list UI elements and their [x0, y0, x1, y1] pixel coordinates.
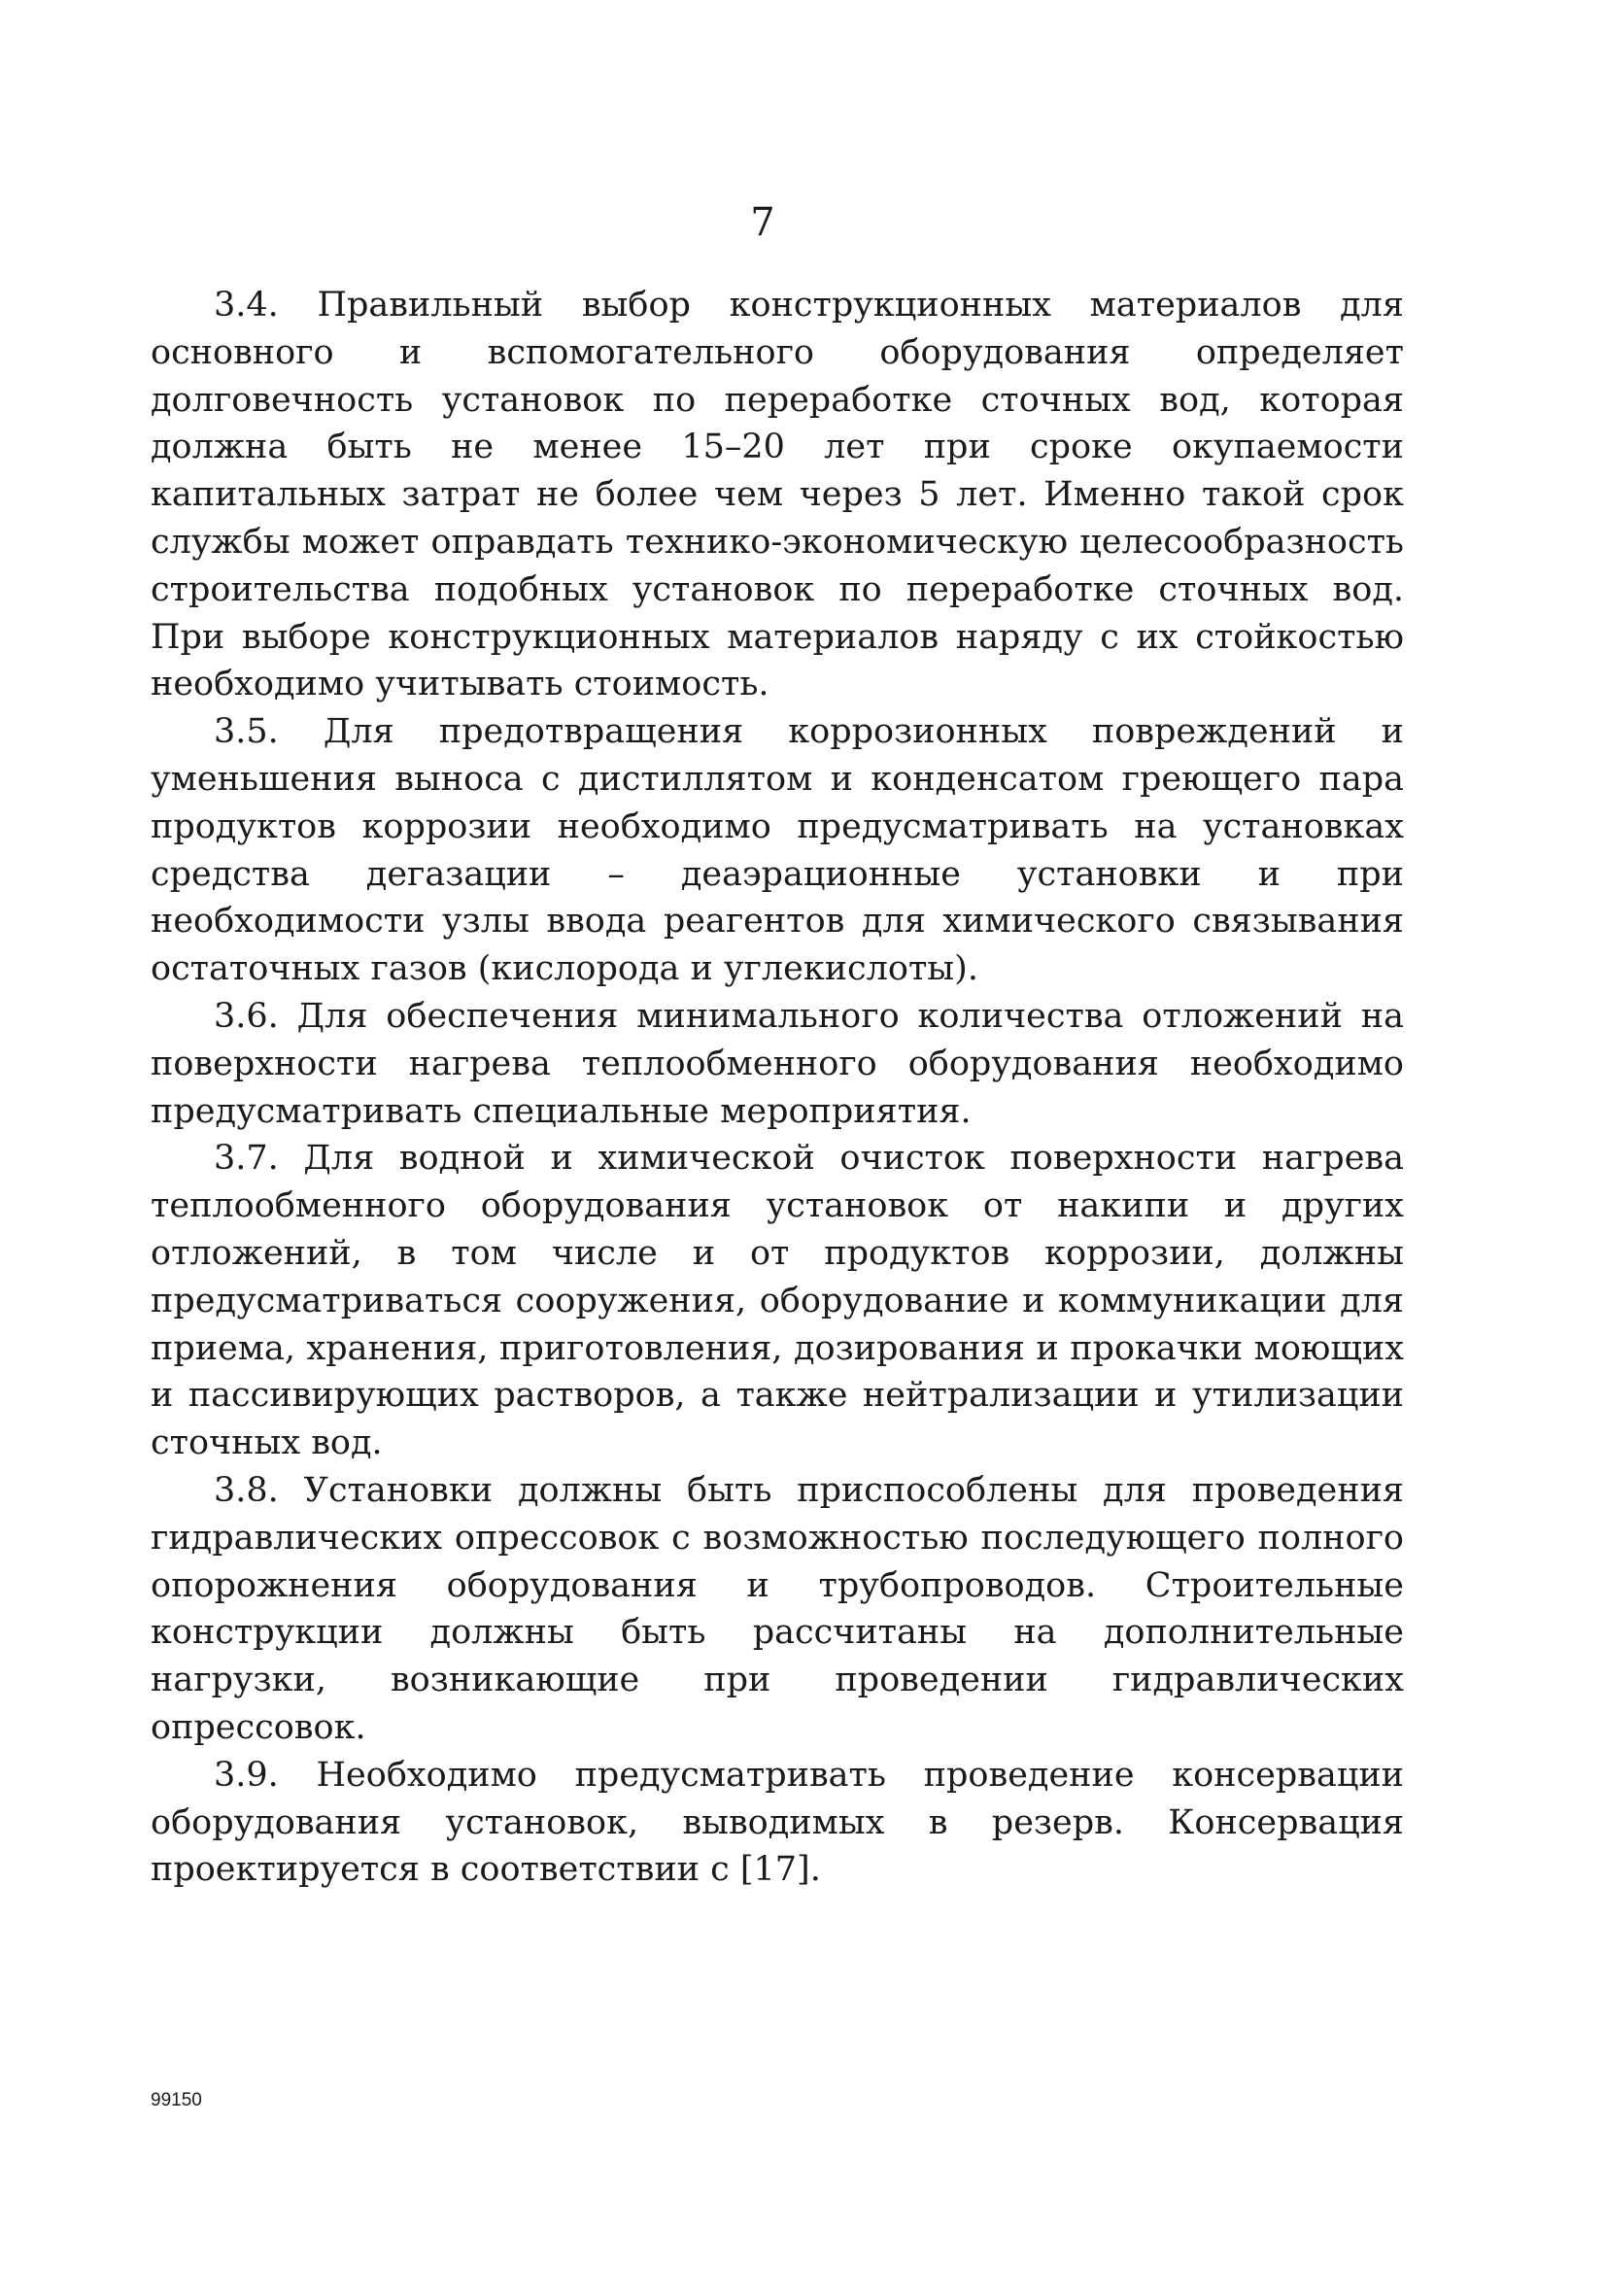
- paragraph-3-5: 3.5. Для предотвращения коррозионных повреждений и уменьшения выноса с дистиллятом и конденсатом греющего пара продуктов коррозии необходимо предусматривать на установках средства дегазации – деаэрационные установки и при необходимости узлы ввода реагентов для химического связывания остаточных газов (кислорода и углекислоты).: [151, 712, 1404, 989]
- footer-document-code: 99150: [151, 2090, 202, 2110]
- paragraph-3-6: 3.6. Для обеспечения минимального количества отложений на поверхности нагрева теплообменного оборудования необходимо предусматривать специальные мероприятия.: [151, 996, 1404, 1131]
- page-number: 7: [750, 200, 775, 245]
- paragraph-3-8: 3.8. Установки должны быть приспособлены для проведения гидравлических опрессовок с возможностью последующего полного опорожнения оборудования и трубопроводов. Строительные конструкции должны быть рассчитаны на дополнительные нагрузки, возникающие при проведении гидравлических опрессовок.: [151, 1470, 1404, 1747]
- paragraph-3-7: 3.7. Для водной и химической очисток поверхности нагрева теплообменного оборудования установок от накипи и других отложений, в том числе и от продуктов коррозии, должны предусматриваться сооружения, оборудование и коммуникации для приема, хранения, приготовления, дозирования и прокачки моющих и пассивирующих растворов, а также нейтрализации и утилизации сточных вод.: [151, 1139, 1404, 1463]
- document-body: [151, 282, 1404, 1894]
- paragraph-3-4: 3.4. Правильный выбор конструкционных материалов для основного и вспомогательного оборудования определяет долговечность установок по переработке сточных вод, которая должна быть не менее 15–20 лет при сроке окупаемости капитальных затрат не более чем через 5 лет. Именно такой срок службы может оправдать технико-экономическую целесообразность строительства подобных установок по переработке сточных вод. При выборе конструкционных материалов наряду с их стойкостью необходимо учитывать стоимость.: [151, 286, 1404, 704]
- paragraph-3-9: 3.9. Необходимо предусматривать проведение консервации оборудования установок, выводимых в резерв. Консервация проектируется в соответствии с [17].: [151, 1755, 1404, 1890]
